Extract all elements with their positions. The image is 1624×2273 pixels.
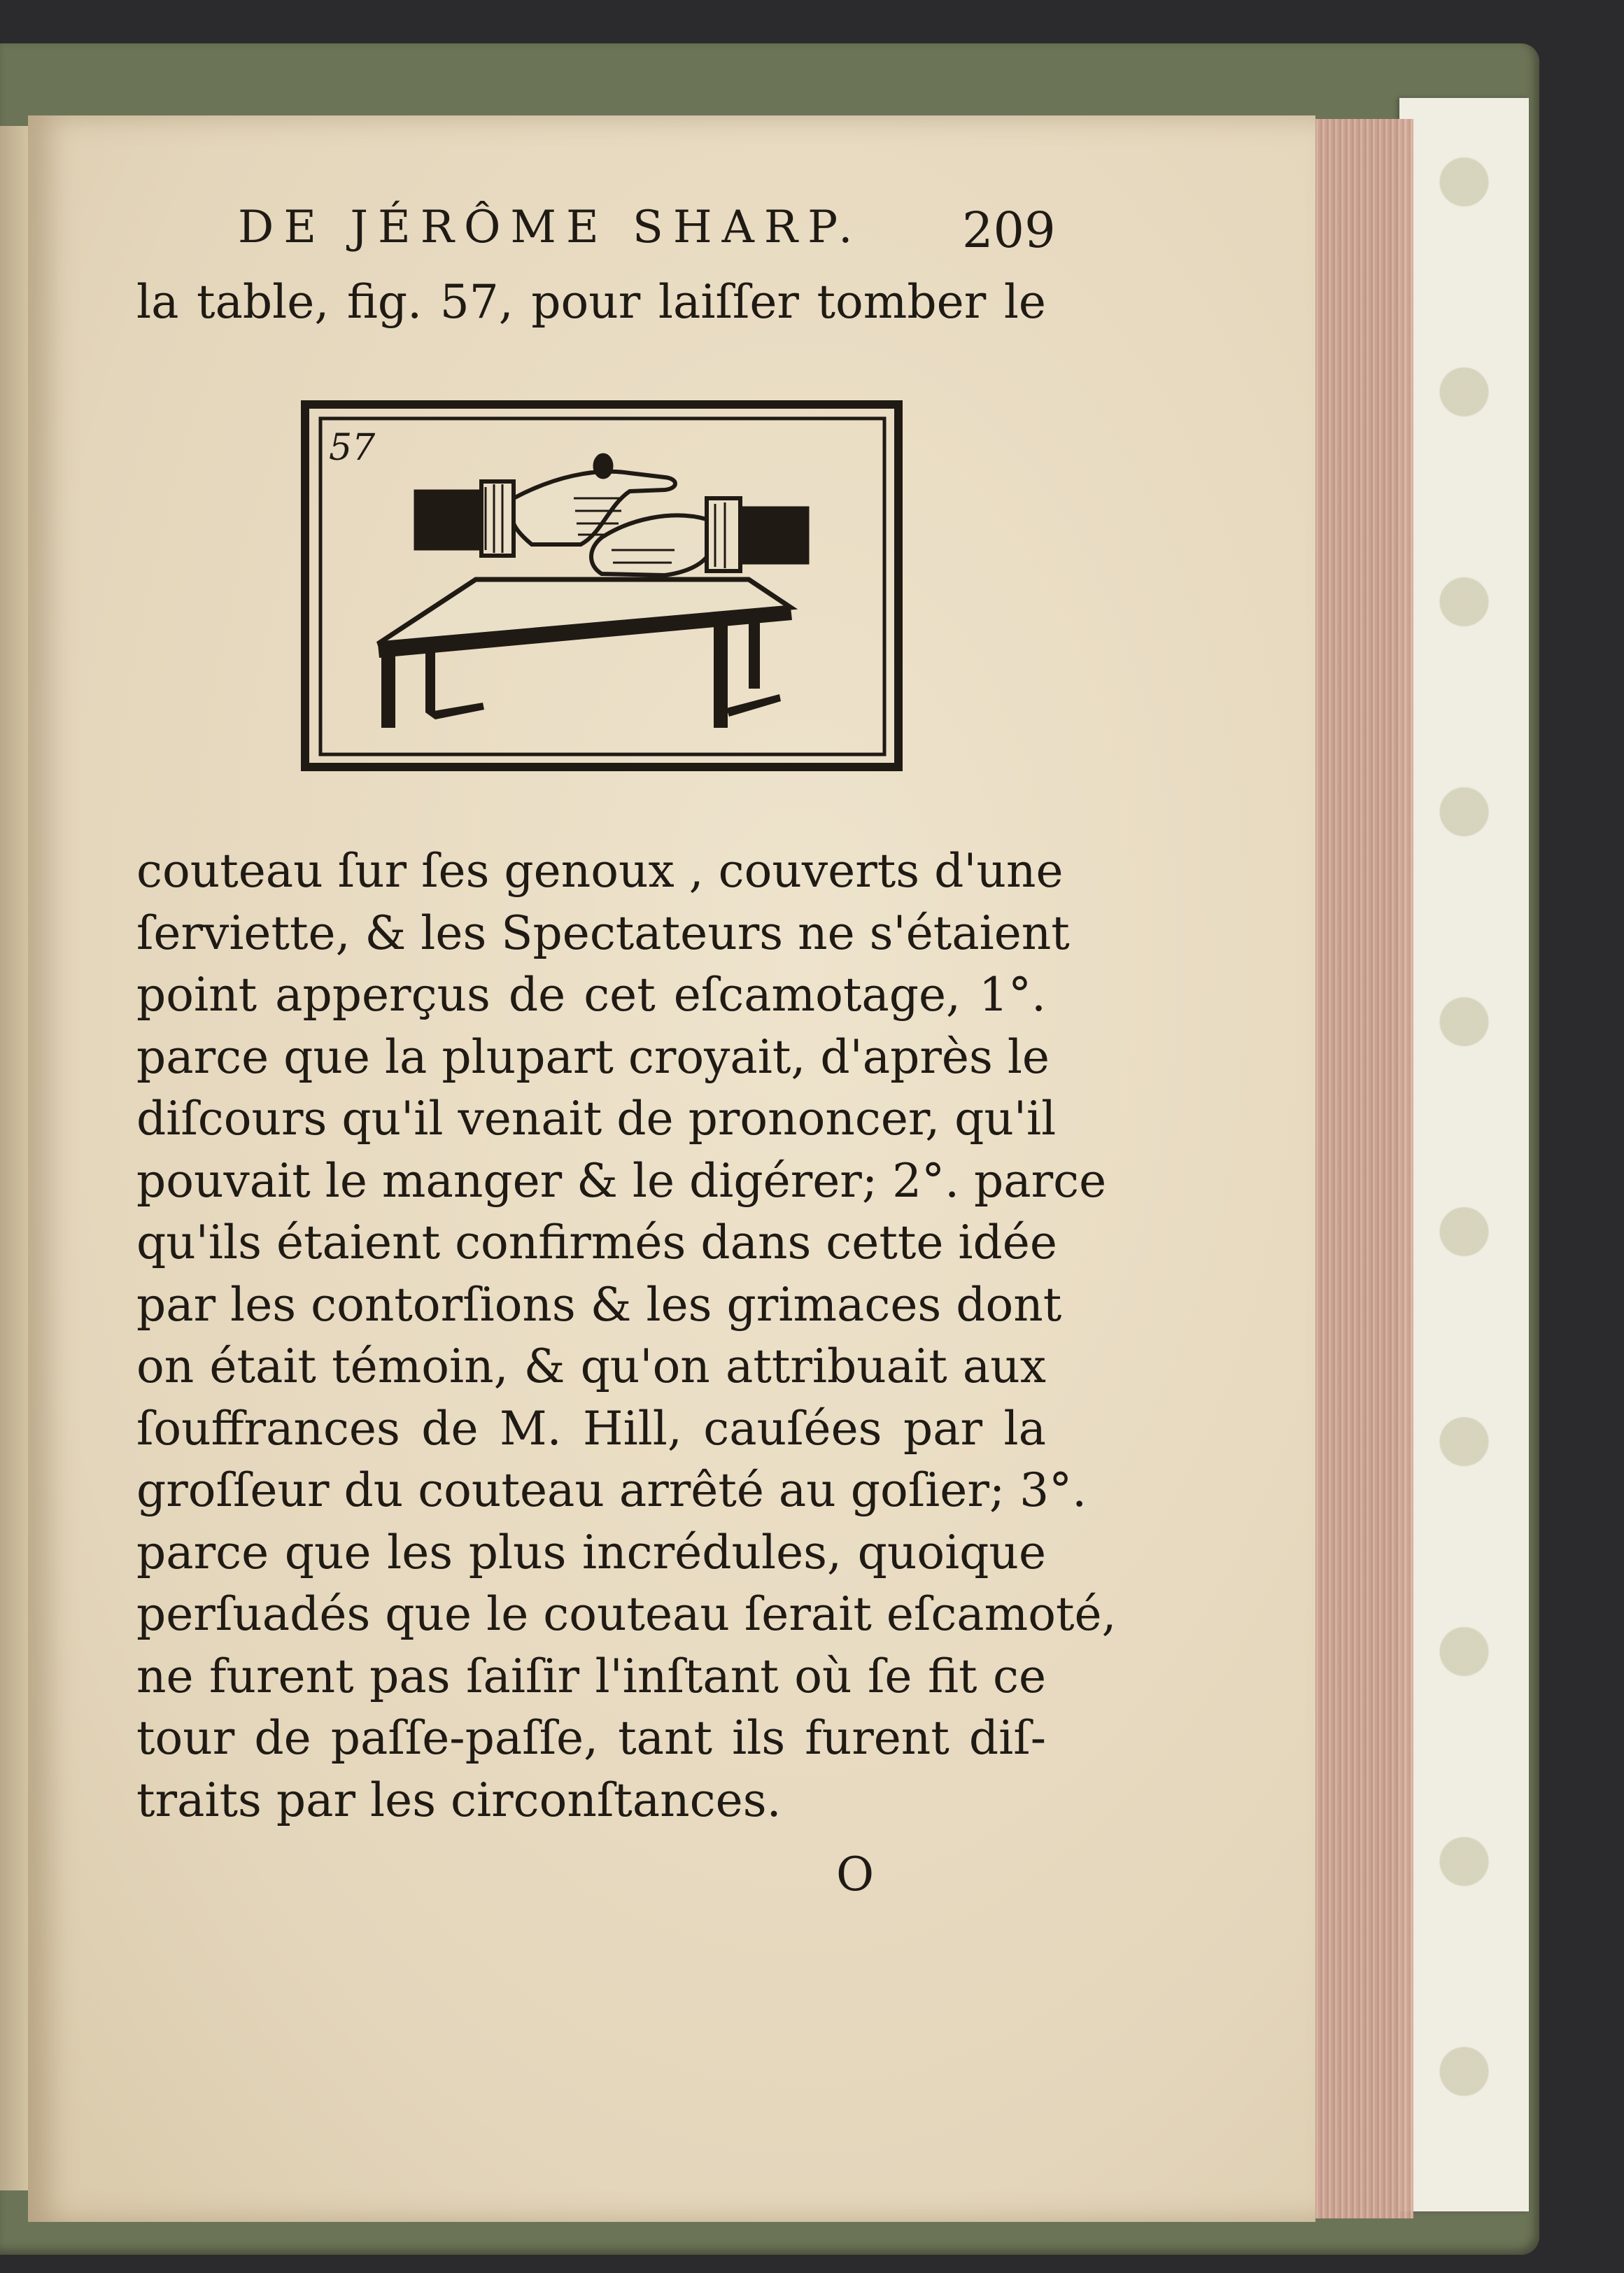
- text-line: pouvait le manger & le digérer; 2°. parce: [136, 1153, 1107, 1208]
- page-number: 209: [962, 202, 1056, 259]
- text-line: point apperçus de cet eſcamotage, 1°.: [136, 968, 1046, 1022]
- text-line: qu'ils étaient confirmés dans cette idée: [136, 1216, 1057, 1269]
- text-line: couteau ſur ſes genoux , couverts d'une: [136, 844, 1064, 898]
- catchword: O: [836, 1848, 875, 1901]
- text-line: perſuadés que le couteau ſerait eſcamoté,: [136, 1587, 1117, 1641]
- text-line: par les contorſions & les grimaces dont: [136, 1277, 1062, 1332]
- woodcut-illustration: [301, 400, 903, 771]
- text-line: diſcours qu'il venait de prononcer, qu'il: [136, 1092, 1057, 1146]
- text-line: groſſeur du couteau arrêté au goſier; 3°.: [136, 1463, 1087, 1517]
- right-hand-drawing: [591, 498, 809, 575]
- text-line: tour de paſſe-paſſe, tant ils furent diſ-: [136, 1711, 1046, 1765]
- text-line: ſouffrances de M. Hill, cauſées par la: [136, 1401, 1046, 1456]
- text-line: on était témoin, & qu'on attribuait aux: [136, 1339, 1046, 1393]
- text-line-first: [136, 274, 1046, 330]
- library-bookplate-strip: [1399, 98, 1529, 2211]
- text-line: ſerviette, & les Spectateurs ne s'étaient: [136, 906, 1070, 960]
- first-line-text: la table, fig. 57, pour laiſſer tomber le: [136, 275, 1046, 329]
- figure-number: 57: [329, 427, 376, 469]
- text-line: ne furent pas ſaiſir l'inſtant où ſe fit ce: [136, 1649, 1046, 1703]
- text-line: parce que la plupart croyait, d'après le: [136, 1029, 1050, 1084]
- page-edges: [1301, 119, 1413, 2218]
- text-line: parce que les plus incrédules, quoique: [136, 1525, 1046, 1579]
- running-head: DE JÉRÔME SHARP.: [238, 202, 863, 253]
- text-line: traits par les circonſtances.: [136, 1773, 782, 1827]
- table-drawing: [378, 579, 792, 728]
